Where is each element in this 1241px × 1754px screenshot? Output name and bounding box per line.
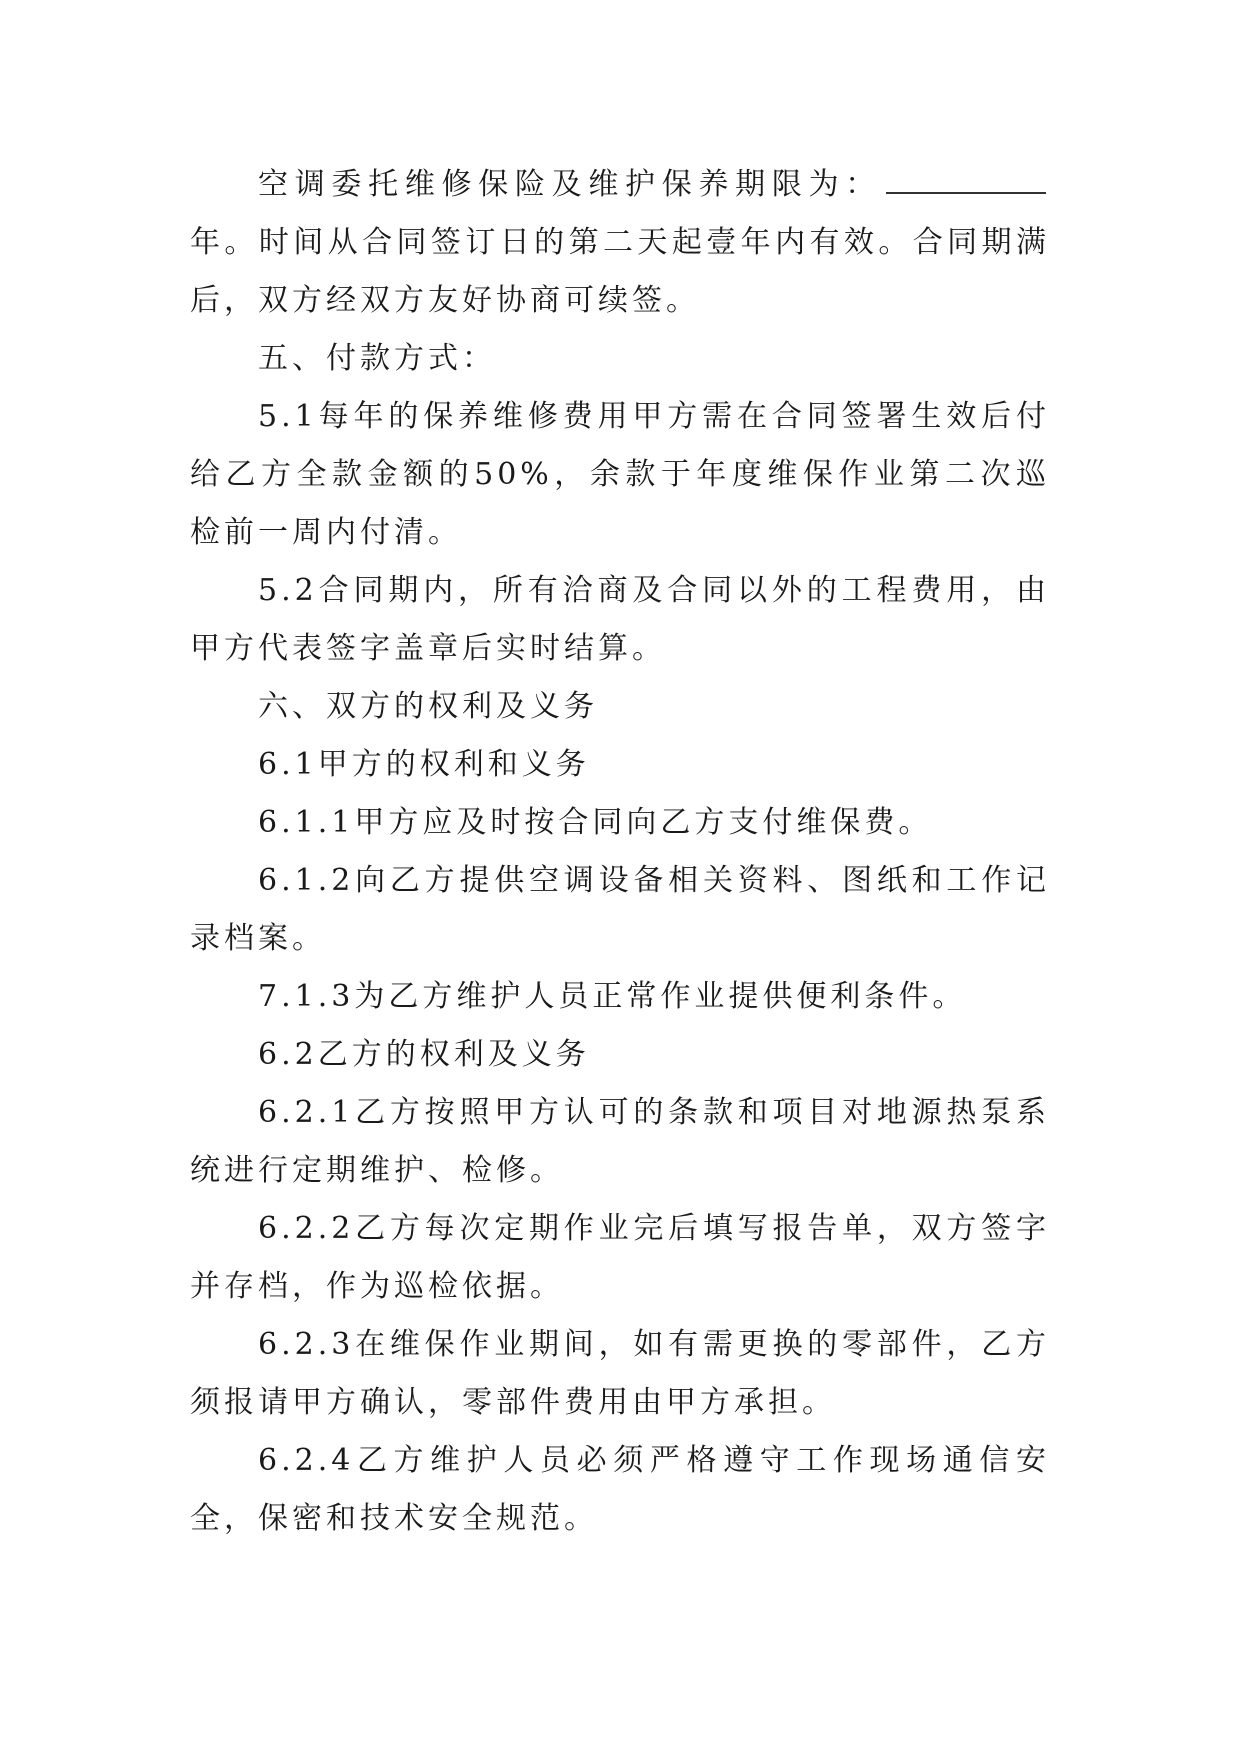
clause-5-1: 5.1每年的保养维修费用甲方需在合同签署生效后付给乙方全款金额的50%，余款于年度维保作业第二次巡检前一周内付清。	[190, 399, 1050, 550]
maintenance-period-blank-field[interactable]	[886, 166, 1046, 194]
maintenance-period-text-after: 年。时间从合同签订日的第二天起壹年内有效。合同期满后，双方经双方友好协商可续签。	[190, 225, 1050, 318]
clause-6-1-2: 6.1.2向乙方提供空调设备相关资料、图纸和工作记录档案。	[190, 863, 1050, 956]
maintenance-period-paragraph	[190, 156, 1050, 330]
maintenance-period-text-before: 空调委托维修保险及维护保养期限为：	[258, 167, 882, 202]
clause-6-1-1: 6.1.1甲方应及时按合同向乙方支付维保费。	[258, 805, 933, 840]
clause-6-2-3: 6.2.3在维保作业期间，如有需更换的零部件，乙方须报请甲方确认，零部件费用由甲方承担。	[190, 1327, 1050, 1420]
clause-6-1: 6.1甲方的权利和义务	[258, 747, 590, 782]
section-heading-rights: 六、双方的权利及义务	[258, 689, 598, 724]
clause-6-2-1: 6.2.1乙方按照甲方认可的条款和项目对地源热泵系统进行定期维护、检修。	[190, 1095, 1050, 1188]
clause-5-2: 5.2合同期内，所有洽商及合同以外的工程费用，由甲方代表签字盖章后实时结算。	[190, 573, 1050, 666]
document-body	[190, 156, 1050, 1548]
clause-6-2-2: 6.2.2乙方每次定期作业完后填写报告单，双方签字并存档，作为巡检依据。	[190, 1211, 1050, 1304]
clause-7-1-3: 7.1.3为乙方维护人员正常作业提供便利条件。	[258, 979, 967, 1014]
section-heading-payment: 五、付款方式：	[258, 341, 496, 376]
clause-6-2-4: 6.2.4乙方维护人员必须严格遵守工作现场通信安全，保密和技术安全规范。	[190, 1443, 1050, 1536]
clause-6-2: 6.2乙方的权利及义务	[258, 1037, 590, 1072]
